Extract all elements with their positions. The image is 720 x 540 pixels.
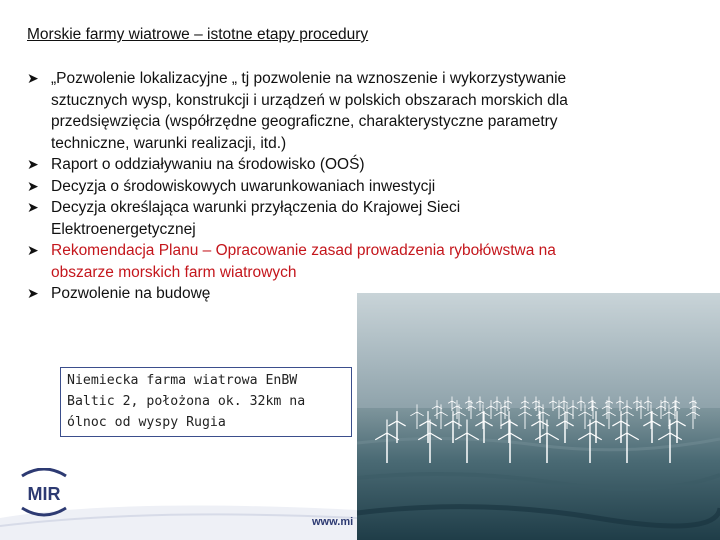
arrow-bullet-icon: ➤ xyxy=(27,199,39,215)
caption-line: Niemiecka farma wiatrowa EnBW xyxy=(67,373,298,388)
arrow-bullet-icon: ➤ xyxy=(27,177,39,194)
website-url: www.mi xyxy=(312,516,354,528)
bullet-line: Decyzja określająca warunki przyłączenia do Krajowej Sieci xyxy=(51,199,461,216)
bullet-line: Pozwolenie na budowę xyxy=(51,285,211,302)
logo-text: MIR xyxy=(27,484,61,504)
bullet-line: przedsięwzięcia (współrzędne geograficzne, charakterystyczne parametry xyxy=(51,113,558,130)
arrow-bullet-icon: ➤ xyxy=(27,70,39,86)
bullet-line: Rekomendacja Planu – Opracowanie zasad prowadzenia rybołówstwa na xyxy=(51,242,556,259)
bullet-line: Decyzja o środowiskowych uwarunkowaniach inwestycji xyxy=(51,177,436,195)
arrow-bullet-icon: ➤ xyxy=(27,285,39,301)
bullet-line: techniczne, warunki realizacji, itd.) xyxy=(51,134,287,152)
mir-logo-icon xyxy=(16,468,72,520)
offshore-wind-farm-photo xyxy=(357,293,720,540)
caption-line: ólnoc od wyspy Rugia xyxy=(67,415,226,430)
bullet-line: „Pozwolenie lokalizacyjne „ tj pozwolenie na wznoszenie i wykorzystywanie xyxy=(51,70,567,87)
bullet-item-recommendation xyxy=(27,240,677,283)
bullet-line: sztucznych wysp, konstrukcji i urządzeń w polskich obszarach morskich dla xyxy=(51,91,568,109)
bullet-list xyxy=(27,68,677,305)
caption-line: Baltic 2, położona ok. 32km na xyxy=(67,394,306,409)
arrow-bullet-icon: ➤ xyxy=(27,156,39,172)
wind-farm-image xyxy=(357,293,720,540)
bullet-line: Raport o oddziaływaniu na środowisko (OOŚ) xyxy=(51,156,365,173)
bullet-item-permit xyxy=(27,68,677,154)
bullet-item-decision-env xyxy=(27,176,677,198)
bullet-item-report xyxy=(27,154,677,176)
bullet-item-decision-grid xyxy=(27,197,677,240)
arrow-bullet-icon: ➤ xyxy=(27,242,39,258)
slide-title: Morskie farmy wiatrowe – istotne etapy procedury xyxy=(27,26,369,43)
photo-caption xyxy=(60,367,352,437)
bullet-line: Elektroenergetycznej xyxy=(51,220,196,238)
bullet-line: obszarze morskich farm wiatrowych xyxy=(51,263,297,281)
